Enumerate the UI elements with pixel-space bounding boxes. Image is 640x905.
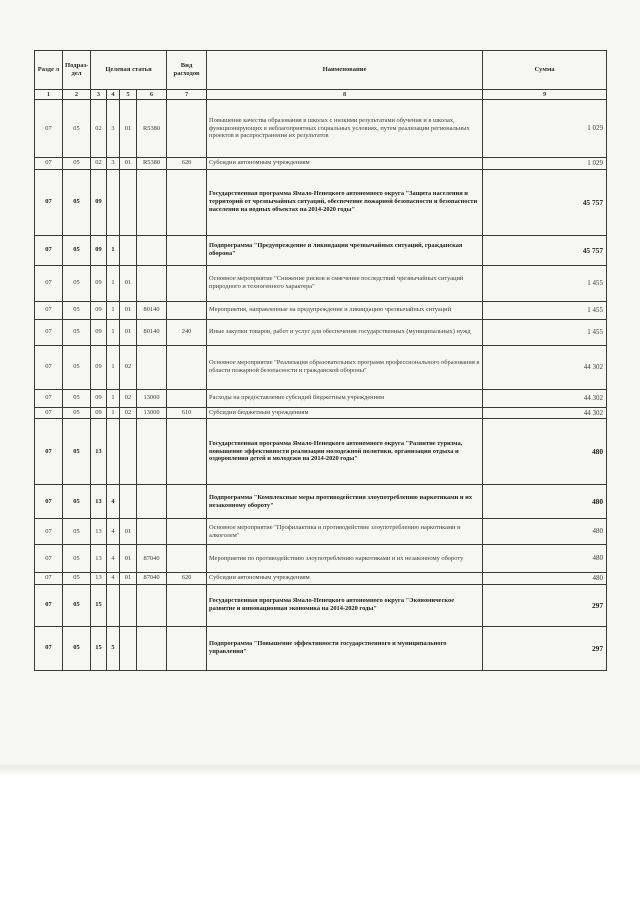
cell-podrazdel: 05	[63, 265, 91, 301]
col-number: 1	[35, 90, 63, 100]
cell-podrazdel: 05	[63, 169, 91, 235]
cell-sum: 480	[483, 485, 607, 519]
cell-vid	[167, 301, 207, 319]
cell-program: 02	[91, 100, 107, 158]
cell-event: 01	[120, 545, 137, 573]
cell-razdel: 07	[35, 485, 63, 519]
header-podrazdel: Подраз- дел	[63, 51, 91, 90]
table-row	[35, 519, 607, 545]
cell-event	[120, 485, 137, 519]
cell-subprogram: 1	[107, 265, 120, 301]
cell-direction: R5380	[137, 100, 167, 158]
cell-razdel: 07	[35, 573, 63, 585]
cell-event: 01	[120, 301, 137, 319]
cell-razdel: 07	[35, 545, 63, 573]
cell-razdel: 07	[35, 301, 63, 319]
cell-razdel: 07	[35, 235, 63, 265]
cell-subprogram: 4	[107, 519, 120, 545]
cell-direction	[137, 419, 167, 485]
cell-event: 01	[120, 519, 137, 545]
table-row	[35, 626, 607, 670]
col-number: 2	[63, 90, 91, 100]
col-number: 8	[207, 90, 483, 100]
cell-program: 09	[91, 265, 107, 301]
cell-podrazdel: 05	[63, 584, 91, 626]
cell-event: 01	[120, 100, 137, 158]
cell-podrazdel: 05	[63, 545, 91, 573]
cell-subprogram: 1	[107, 235, 120, 265]
cell-direction	[137, 345, 167, 389]
cell-program: 09	[91, 389, 107, 407]
col-number: 7	[167, 90, 207, 100]
cell-sum: 1 029	[483, 100, 607, 158]
cell-subprogram: 5	[107, 626, 120, 670]
cell-vid	[167, 345, 207, 389]
cell-name: Мероприятия по противодействию злоупотреблению наркотиками и их незаконному обороту	[207, 545, 483, 573]
cell-razdel: 07	[35, 519, 63, 545]
cell-vid: 620	[167, 158, 207, 170]
cell-vid	[167, 419, 207, 485]
cell-name: Субсидии автономным учреждениям	[207, 158, 483, 170]
cell-sum: 480	[483, 545, 607, 573]
cell-vid	[167, 100, 207, 158]
cell-event: 01	[120, 158, 137, 170]
cell-name: Субсидии автономным учреждениям	[207, 573, 483, 585]
table-row	[35, 345, 607, 389]
col-number: 5	[120, 90, 137, 100]
cell-podrazdel: 05	[63, 419, 91, 485]
budget-table-sheet	[34, 50, 606, 671]
cell-subprogram: 1	[107, 407, 120, 419]
cell-sum: 44 302	[483, 389, 607, 407]
cell-subprogram: 3	[107, 158, 120, 170]
cell-direction	[137, 626, 167, 670]
cell-program: 09	[91, 235, 107, 265]
cell-name: Расходы на предоставление субсидий бюджетным учреждениям	[207, 389, 483, 407]
cell-name: Основное мероприятие "Снижение рисков и смягчение последствий чрезвычайных ситуаций природного и техногенного характера"	[207, 265, 483, 301]
cell-direction: 80140	[137, 301, 167, 319]
cell-name: Подпрограмма "Повышение эффективности государственного и муниципального управления"	[207, 626, 483, 670]
cell-direction: 80140	[137, 319, 167, 345]
cell-direction: 87040	[137, 545, 167, 573]
cell-event: 01	[120, 319, 137, 345]
cell-vid	[167, 485, 207, 519]
cell-subprogram: 1	[107, 301, 120, 319]
cell-vid	[167, 265, 207, 301]
cell-vid	[167, 626, 207, 670]
cell-subprogram	[107, 584, 120, 626]
cell-name: Государственная программа Ямало-Ненецкого автономного округа "Развитие туризма, повышение эффективности реализации молодежной политики, организация отдыха и оздоровления детей и молодежи на 2014-2020 годы"	[207, 419, 483, 485]
cell-razdel: 07	[35, 100, 63, 158]
cell-direction	[137, 235, 167, 265]
cell-vid	[167, 519, 207, 545]
cell-sum: 480	[483, 519, 607, 545]
cell-program: 13	[91, 573, 107, 585]
table-header-row	[35, 51, 607, 90]
table-row	[35, 584, 607, 626]
cell-program: 09	[91, 169, 107, 235]
cell-sum: 44 302	[483, 345, 607, 389]
cell-direction	[137, 169, 167, 235]
cell-event	[120, 419, 137, 485]
cell-name: Подпрограмма "Комплексные меры противодействия злоупотреблению наркотиками и их незаконному обороту"	[207, 485, 483, 519]
cell-razdel: 07	[35, 407, 63, 419]
header-razdel: Разде л	[35, 51, 63, 90]
cell-event	[120, 235, 137, 265]
cell-vid: 610	[167, 407, 207, 419]
cell-event: 02	[120, 345, 137, 389]
cell-name: Мероприятия, направленные на предупреждение и ликвидацию чрезвычайных ситуаций	[207, 301, 483, 319]
cell-program: 15	[91, 626, 107, 670]
cell-name: Повышение качества образования в школах с низкими результатами обучения и в школах, функционирующих в неблагоприятных социальных условиях, путем реализации региональных проектов и распространения их результатов	[207, 100, 483, 158]
column-number-row	[35, 90, 607, 100]
cell-podrazdel: 05	[63, 407, 91, 419]
header-naimenovanie: Наименование	[207, 51, 483, 90]
cell-sum: 1 455	[483, 319, 607, 345]
cell-name: Государственная программа Ямало-Ненецкого автономного округа "Защита населения и территорий от чрезвычайных ситуаций, обеспечение пожарной безопасности и безопасности населения на водных объектах на 2014-2020 годы"	[207, 169, 483, 235]
cell-razdel: 07	[35, 626, 63, 670]
cell-vid: 240	[167, 319, 207, 345]
cell-razdel: 07	[35, 265, 63, 301]
cell-event	[120, 626, 137, 670]
cell-program: 13	[91, 485, 107, 519]
col-number: 4	[107, 90, 120, 100]
cell-program: 09	[91, 319, 107, 345]
cell-subprogram: 4	[107, 573, 120, 585]
cell-subprogram: 1	[107, 319, 120, 345]
cell-name: Основное мероприятие "Реализация образовательных программ профессионального образования в области пожарной безопасности и гражданской обороны"	[207, 345, 483, 389]
cell-program: 13	[91, 419, 107, 485]
cell-name: Субсидии бюджетным учреждениям	[207, 407, 483, 419]
table-row	[35, 158, 607, 170]
cell-vid	[167, 584, 207, 626]
cell-subprogram	[107, 419, 120, 485]
cell-podrazdel: 05	[63, 519, 91, 545]
cell-vid	[167, 235, 207, 265]
cell-name: Иные закупки товаров, работ и услуг для обеспечения государственных (муниципальных) нужд	[207, 319, 483, 345]
cell-subprogram	[107, 169, 120, 235]
cell-direction	[137, 265, 167, 301]
cell-razdel: 07	[35, 419, 63, 485]
header-celevaya-statya: Целевая статья	[91, 51, 167, 90]
cell-razdel: 07	[35, 584, 63, 626]
cell-razdel: 07	[35, 158, 63, 170]
cell-sum: 480	[483, 419, 607, 485]
cell-sum: 45 757	[483, 169, 607, 235]
cell-podrazdel: 05	[63, 158, 91, 170]
cell-podrazdel: 05	[63, 319, 91, 345]
col-number: 6	[137, 90, 167, 100]
cell-direction: R5380	[137, 158, 167, 170]
cell-program: 09	[91, 407, 107, 419]
table-row	[35, 265, 607, 301]
cell-sum: 45 757	[483, 235, 607, 265]
header-vid-rashodov: Вид расходов	[167, 51, 207, 90]
cell-sum: 1 455	[483, 265, 607, 301]
cell-vid	[167, 169, 207, 235]
col-number: 9	[483, 90, 607, 100]
table-row	[35, 169, 607, 235]
cell-razdel: 07	[35, 169, 63, 235]
cell-sum: 1 455	[483, 301, 607, 319]
cell-sum: 297	[483, 584, 607, 626]
cell-subprogram: 1	[107, 345, 120, 389]
table-row	[35, 389, 607, 407]
cell-subprogram: 1	[107, 389, 120, 407]
header-summa: Сумма	[483, 51, 607, 90]
cell-event: 02	[120, 389, 137, 407]
cell-program: 02	[91, 158, 107, 170]
cell-direction	[137, 485, 167, 519]
cell-podrazdel: 05	[63, 235, 91, 265]
cell-podrazdel: 05	[63, 485, 91, 519]
cell-name: Подпрограмма "Предупреждение и ликвидация чрезвычайных ситуаций, гражданская оборона"	[207, 235, 483, 265]
cell-sum: 44 302	[483, 407, 607, 419]
table-row	[35, 301, 607, 319]
cell-podrazdel: 05	[63, 100, 91, 158]
cell-name: Основное мероприятие "Профилактика и противодействие злоупотреблению наркотиками и алкоголем"	[207, 519, 483, 545]
table-row	[35, 573, 607, 585]
cell-direction: 87040	[137, 573, 167, 585]
cell-program: 13	[91, 519, 107, 545]
cell-program: 15	[91, 584, 107, 626]
cell-podrazdel: 05	[63, 345, 91, 389]
cell-program: 09	[91, 301, 107, 319]
cell-razdel: 07	[35, 345, 63, 389]
cell-podrazdel: 05	[63, 626, 91, 670]
cell-sum: 297	[483, 626, 607, 670]
scan-edge	[0, 765, 640, 775]
cell-razdel: 07	[35, 389, 63, 407]
cell-sum: 480	[483, 573, 607, 585]
cell-event: 01	[120, 573, 137, 585]
cell-event	[120, 584, 137, 626]
cell-subprogram: 4	[107, 485, 120, 519]
table-body	[35, 100, 607, 671]
table-row	[35, 407, 607, 419]
cell-subprogram: 3	[107, 100, 120, 158]
cell-direction	[137, 584, 167, 626]
budget-table	[34, 50, 607, 671]
table-row	[35, 485, 607, 519]
cell-direction: 13000	[137, 407, 167, 419]
cell-direction: 13000	[137, 389, 167, 407]
cell-direction	[137, 519, 167, 545]
cell-program: 09	[91, 345, 107, 389]
cell-event	[120, 169, 137, 235]
cell-podrazdel: 05	[63, 573, 91, 585]
cell-razdel: 07	[35, 319, 63, 345]
cell-podrazdel: 05	[63, 389, 91, 407]
cell-vid	[167, 389, 207, 407]
table-row	[35, 419, 607, 485]
cell-event: 01	[120, 265, 137, 301]
table-row	[35, 100, 607, 158]
cell-subprogram: 4	[107, 545, 120, 573]
cell-program: 13	[91, 545, 107, 573]
table-row	[35, 319, 607, 345]
cell-podrazdel: 05	[63, 301, 91, 319]
table-row	[35, 545, 607, 573]
cell-vid	[167, 545, 207, 573]
col-number: 3	[91, 90, 107, 100]
cell-sum: 1 029	[483, 158, 607, 170]
cell-name: Государственная программа Ямало-Ненецкого автономного округа "Экономическое развитие и инновационная экономика на 2014-2020 годы"	[207, 584, 483, 626]
cell-vid: 620	[167, 573, 207, 585]
cell-event: 02	[120, 407, 137, 419]
table-row	[35, 235, 607, 265]
